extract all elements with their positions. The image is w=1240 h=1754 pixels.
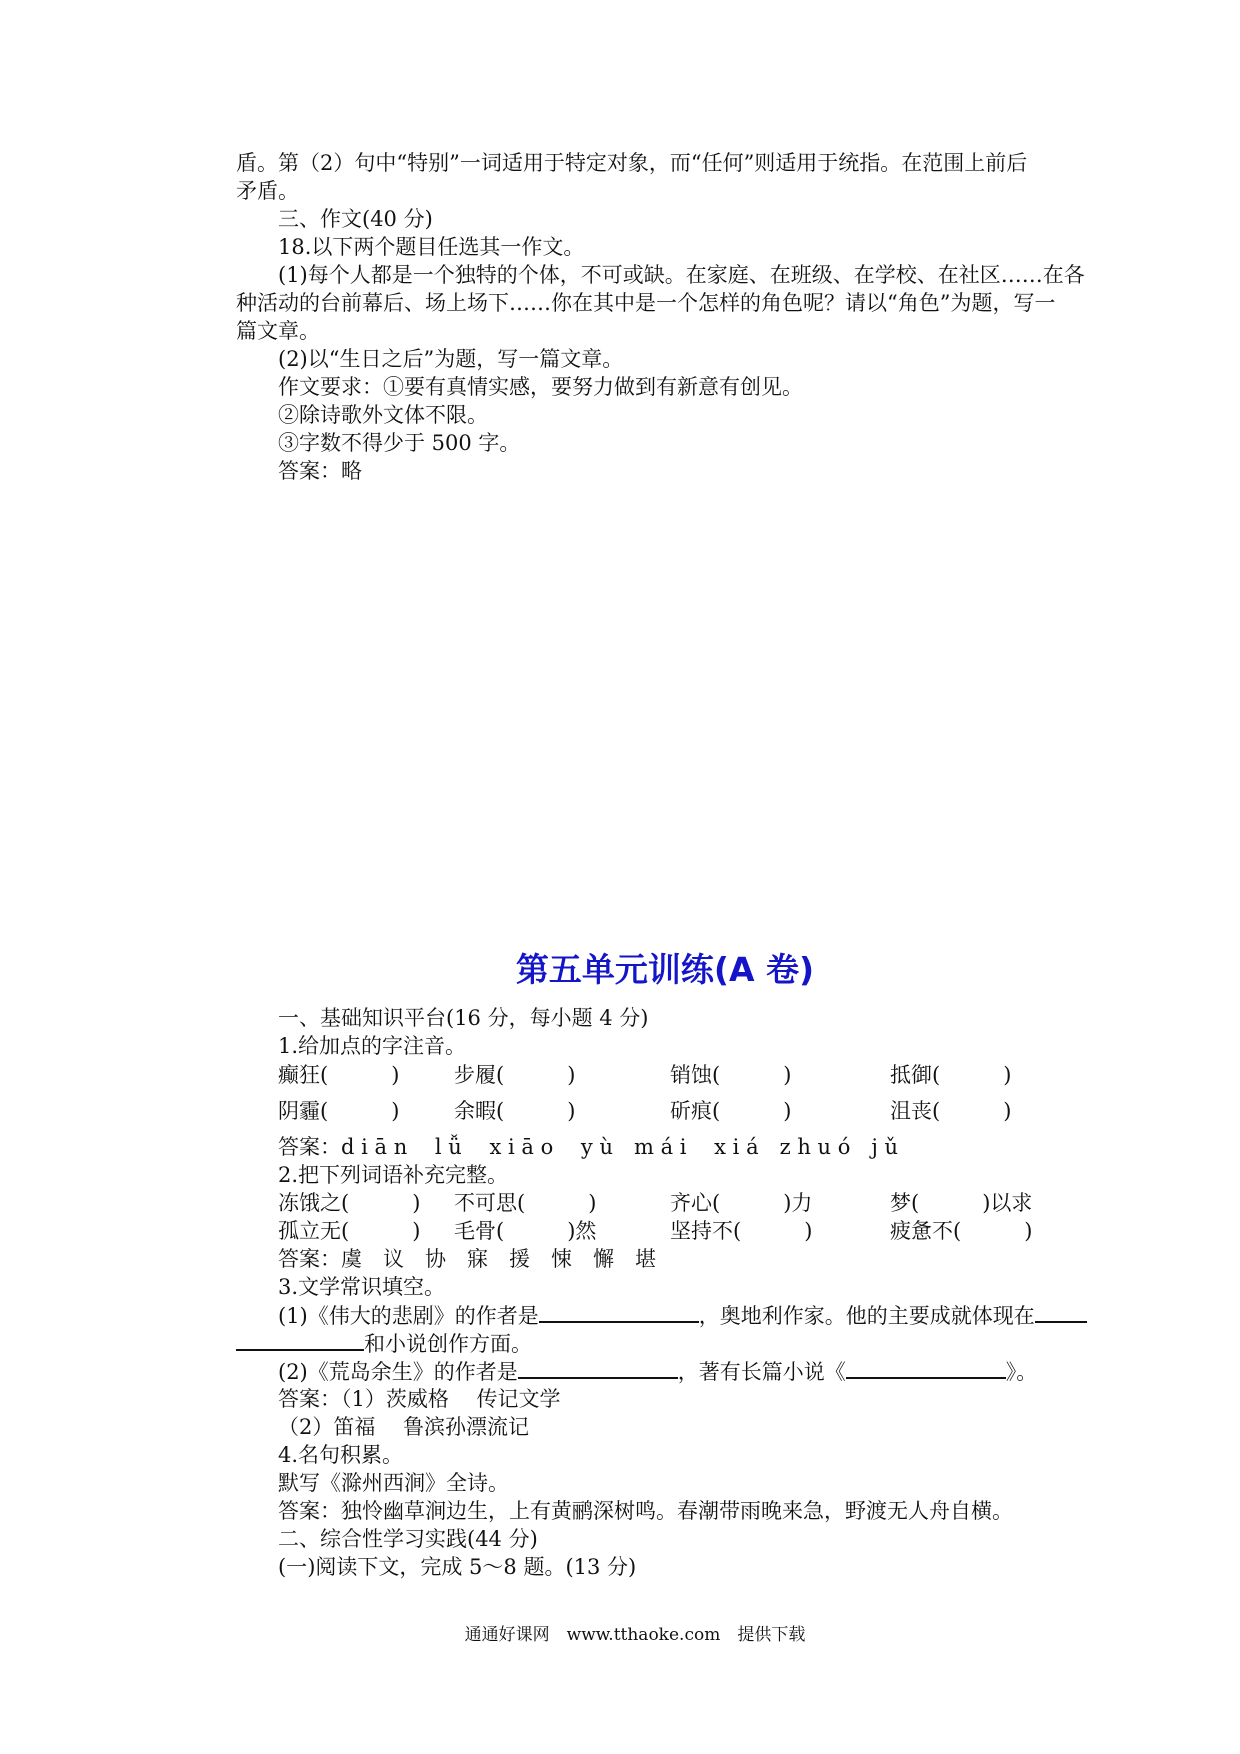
text-line: ③字数不得少于 500 字。 — [278, 431, 521, 455]
pinyin-item: 步履( ) — [454, 1063, 576, 1087]
text-line: (2)以“生日之后”为题，写一篇文章。 — [278, 347, 624, 371]
answer-blank[interactable] — [1035, 1301, 1087, 1323]
pinyin-item: 癫狂( ) — [278, 1063, 400, 1087]
section-heading: 二、综合性学习实践(44 分) — [278, 1527, 538, 1551]
pinyin-item: 沮丧( ) — [890, 1099, 1012, 1123]
answer-blank[interactable] — [539, 1301, 699, 1323]
word-item: 齐心( )力 — [670, 1191, 813, 1215]
text-line: 矛盾。 — [236, 179, 299, 203]
text-line: (1)每个人都是一个独特的个体，不可或缺。在家庭、在班级、在学校、在社区……在各 — [278, 263, 1085, 287]
question-text: 和小说创作方面。 — [364, 1332, 532, 1356]
question-text: (2)《荒岛余生》的作者是 — [278, 1360, 518, 1384]
question-text: 默写《滁州西涧》全诗。 — [278, 1471, 509, 1495]
answer-blank[interactable] — [236, 1329, 364, 1351]
page-footer: 通通好课网 www.tthaoke.com 提供下载 — [464, 1625, 806, 1645]
answer-text: 答案：虞 议 协 寐 援 悚 懈 堪 — [278, 1247, 656, 1271]
question-text: 4.名句积累。 — [278, 1443, 404, 1467]
question-text: 3.文学常识填空。 — [278, 1275, 446, 1299]
page-title: 第五单元训练(A 卷) — [515, 950, 815, 989]
answer-text: 答案：d i ā n l ǚ x i ā o y ù m á i x i á z h u ó j ǔ — [278, 1135, 899, 1159]
question-text: (1)《伟大的悲剧》的作者是 — [278, 1304, 539, 1328]
pinyin-item: 抵御( ) — [890, 1063, 1012, 1087]
word-item: 毛骨( )然 — [454, 1219, 597, 1243]
answer-text: 答案：（1）茨威格 传记文学 — [278, 1387, 561, 1411]
text-line: 作文要求：①要有真情实感，要努力做到有新意有创见。 — [278, 375, 803, 399]
question-text: 18.以下两个题目任选其一作文。 — [278, 235, 585, 259]
answer-text: （2）笛福 鲁滨孙漂流记 — [278, 1415, 530, 1439]
question-text: 2.把下列词语补充完整。 — [278, 1163, 509, 1187]
question-text: ，著有长篇小说《 — [677, 1360, 846, 1384]
fill-blank-line — [278, 1357, 1037, 1386]
question-text: ，奥地利作家。他的主要成就体现在 — [698, 1304, 1035, 1328]
text-line: ②除诗歌外文体不限。 — [278, 403, 488, 427]
fill-blank-line — [236, 1329, 532, 1358]
question-text: 1.给加点的字注音。 — [278, 1034, 467, 1058]
pinyin-item: 斫痕( ) — [670, 1099, 792, 1123]
pinyin-item: 余暇( ) — [454, 1099, 576, 1123]
fill-blank-line — [278, 1301, 1087, 1330]
section-heading: 三、作文(40 分) — [278, 207, 433, 231]
text-line: 盾。第（2）句中“特别”一词适用于特定对象，而“任何”则适用于统指。在范围上前后 — [236, 151, 1028, 175]
question-text: (一)阅读下文，完成 5～8 题。(13 分) — [278, 1555, 637, 1579]
word-item: 不可思( ) — [454, 1191, 597, 1215]
section-heading: 一、基础知识平台(16 分，每小题 4 分) — [278, 1006, 649, 1030]
word-item: 冻饿之( ) — [278, 1191, 421, 1215]
pinyin-item: 阴霾( ) — [278, 1099, 400, 1123]
answer-blank[interactable] — [846, 1357, 1006, 1379]
text-line: 种活动的台前幕后、场上场下……你在其中是一个怎样的角色呢？请以“角色”为题，写一 — [236, 291, 1056, 315]
word-item: 疲惫不( ) — [890, 1219, 1033, 1243]
text-line: 篇文章。 — [236, 319, 320, 343]
answer-text: 答案：略 — [278, 459, 362, 483]
pinyin-item: 销蚀( ) — [670, 1063, 792, 1087]
word-item: 孤立无( ) — [278, 1219, 421, 1243]
answer-blank[interactable] — [518, 1357, 678, 1379]
word-item: 坚持不( ) — [670, 1219, 813, 1243]
word-item: 梦( )以求 — [890, 1191, 1033, 1215]
answer-text: 答案：独怜幽草涧边生，上有黄鹂深树鸣。春潮带雨晚来急，野渡无人舟自横。 — [278, 1499, 1013, 1523]
question-text: 》。 — [1005, 1360, 1038, 1384]
